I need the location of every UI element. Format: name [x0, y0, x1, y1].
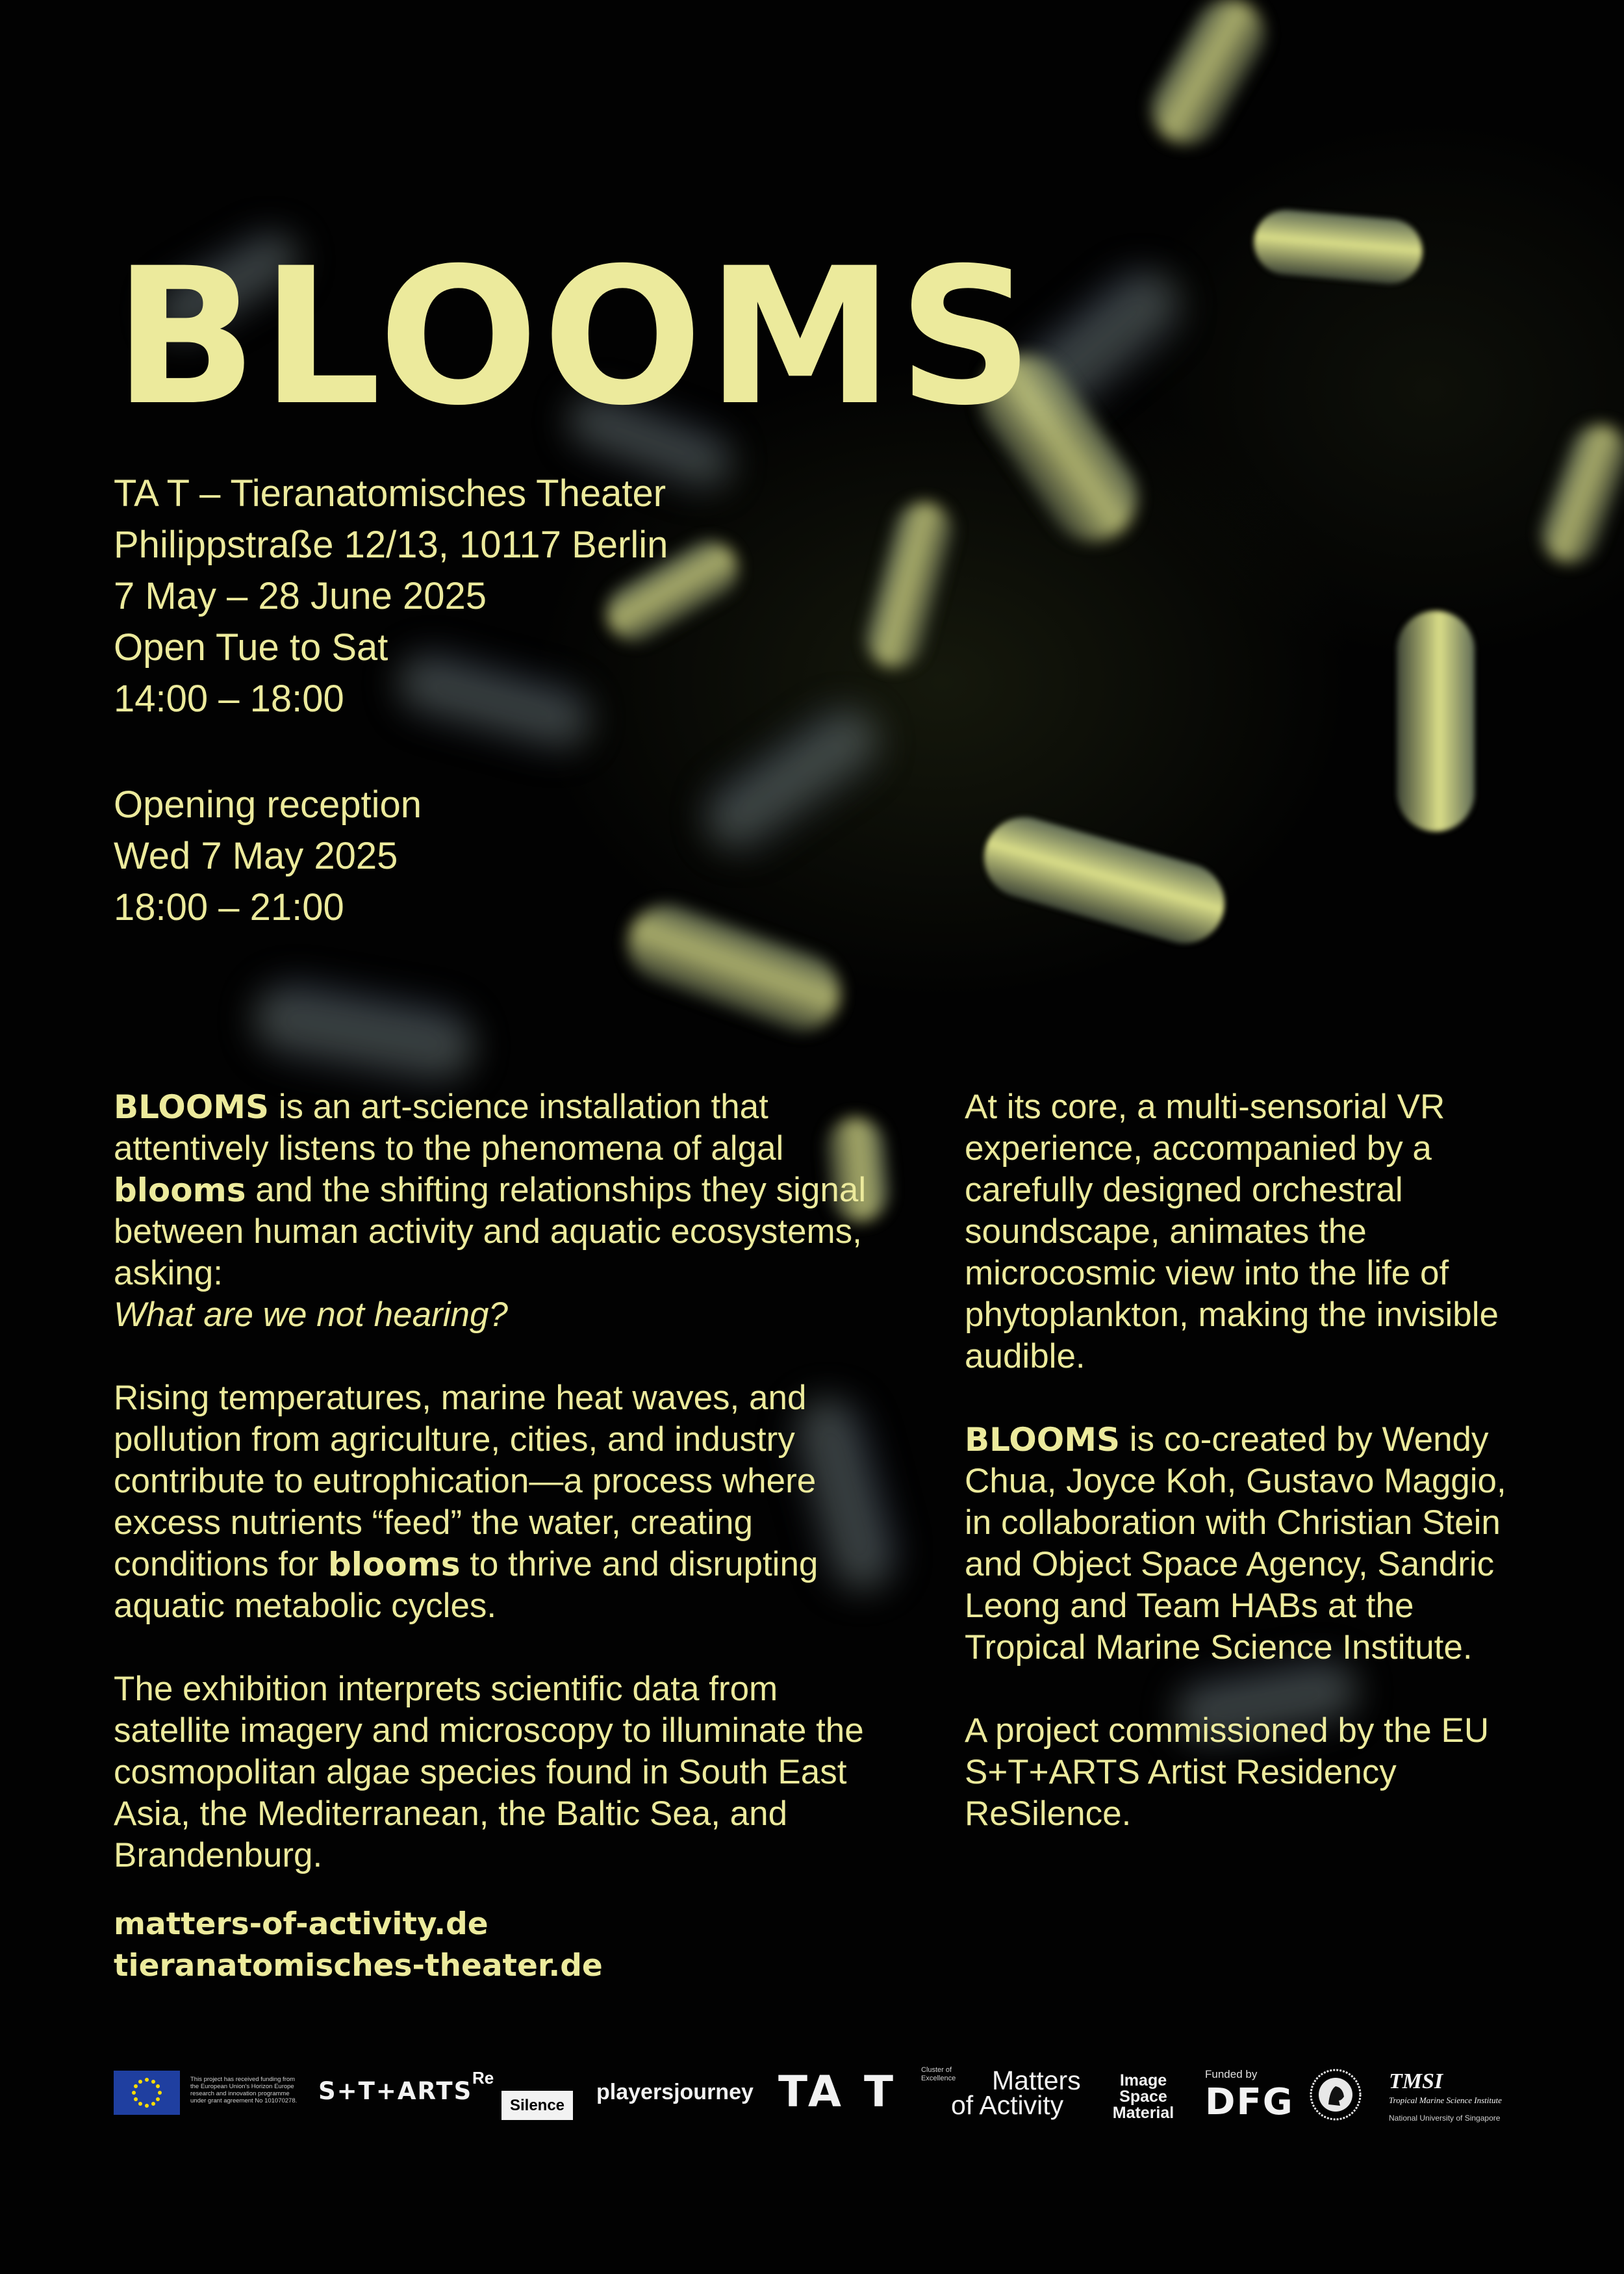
context-text-a: Rising temperatures, marine heat waves, and pollution from agriculture, cities, and industry contribute to eutrophication—a process where excess nutrients “feed” the water, creating conditions for — [114, 1379, 817, 1583]
dfg-logo: DFG — [1205, 2081, 1294, 2123]
opening-reception-hours: 18:00 – 21:00 — [114, 886, 344, 928]
website-links — [114, 1904, 603, 1987]
opening-days: Open Tue to Sat — [114, 626, 388, 669]
intro-text-b: and the shifting relationships they signal between human activity and aquatic ecosystems, asking: — [114, 1171, 867, 1292]
commission-paragraph: A project commissioned by the EU S+T+ARTS Artist Residency ReSilence. — [965, 1711, 1490, 1833]
blooms-keyword: BLOOMS — [965, 1421, 1120, 1459]
opening-reception-date: Wed 7 May 2025 — [114, 835, 398, 877]
intro-text-a: is an art-science installation that attentively listens to the phenomena of algal — [114, 1088, 784, 1168]
tmsi-logo-university: National University of Singapore — [1389, 2114, 1501, 2123]
link-matters-of-activity[interactable]: matters-of-activity.de — [114, 1906, 488, 1942]
tmsi-logo-abbrev: TMSI — [1389, 2069, 1443, 2093]
matters-of-activity-logo-line1: Matters — [992, 2065, 1081, 2095]
venue-info — [114, 468, 668, 933]
funded-by-label: Funded by — [1205, 2068, 1258, 2080]
matters-of-activity-logo-line2: of Activity — [951, 2090, 1064, 2120]
university-seal-icon — [1309, 2068, 1362, 2121]
resilence-logo — [472, 2068, 573, 2120]
eu-funding-notice: This project has received funding from the European Union's Horizon Europe research and innovation programme under grant agreement No 101070278. — [190, 2076, 298, 2104]
context-text-b: to thrive and disrupting aquatic metabolic cycles. — [114, 1545, 818, 1625]
venue-address: Philippstraße 12/13, 10117 Berlin — [114, 524, 668, 566]
resilence-logo-re: Re — [472, 2068, 494, 2088]
cluster-of-excellence-label: Cluster of Excellence — [921, 2066, 956, 2082]
description-left-column — [114, 1086, 893, 1918]
starts-logo: S+T+ARTS — [318, 2077, 473, 2105]
partner-logos — [114, 2056, 1510, 2134]
eu-flag-icon — [114, 2071, 180, 2115]
tmsi-logo-name: Tropical Marine Science Institute — [1389, 2095, 1502, 2105]
playersjourney-logo: playersjourney — [596, 2080, 754, 2104]
blooms-keyword: BLOOMS — [114, 1088, 269, 1126]
blooms-keyword: blooms — [327, 1546, 461, 1583]
intro-question: What are we not hearing? — [114, 1296, 508, 1334]
description-right-column — [965, 1086, 1536, 1876]
exhibition-dates: 7 May – 28 June 2025 — [114, 575, 487, 617]
resilence-logo-silence: Silence — [501, 2091, 573, 2120]
venue-name: TA T – Tieranatomisches Theater — [114, 472, 666, 515]
intro-paragraph — [114, 1086, 893, 1336]
opening-reception-label: Opening reception — [114, 784, 422, 826]
link-tieranatomisches-theater[interactable]: tieranatomisches-theater.de — [114, 1948, 603, 1984]
tmsi-logo — [1389, 2069, 1506, 2125]
exhibition-title: BLOOMS — [114, 228, 1037, 447]
spacer — [114, 724, 668, 779]
exhibition-paragraph: The exhibition interprets scientific data from satellite imagery and microscopy to illuminate the cosmopolitan algae species found in South East Asia, the Mediterranean, the Baltic Sea, and Brandenburg. — [114, 1670, 864, 1874]
blooms-keyword: blooms — [114, 1171, 246, 1209]
opening-hours: 14:00 – 18:00 — [114, 678, 344, 720]
credits-text: is co-created by Wendy Chua, Joyce Koh, Gustavo Maggio, in collaboration with Christian Stein and Object Space Agency, Sandric Leong and Team HABs at the Tropical Marine Science Institute. — [965, 1420, 1506, 1667]
tat-logo: TA T — [778, 2067, 897, 2117]
image-space-material-logo: Image Space Material — [1112, 2071, 1174, 2122]
context-paragraph — [114, 1377, 893, 1627]
credits-paragraph — [965, 1419, 1536, 1668]
vr-paragraph: At its core, a multi-sensorial VR experience, accompanied by a carefully designed orchestral soundscape, animates the microcosmic view into the life of phytoplankton, making the invisible audible. — [965, 1088, 1499, 1375]
